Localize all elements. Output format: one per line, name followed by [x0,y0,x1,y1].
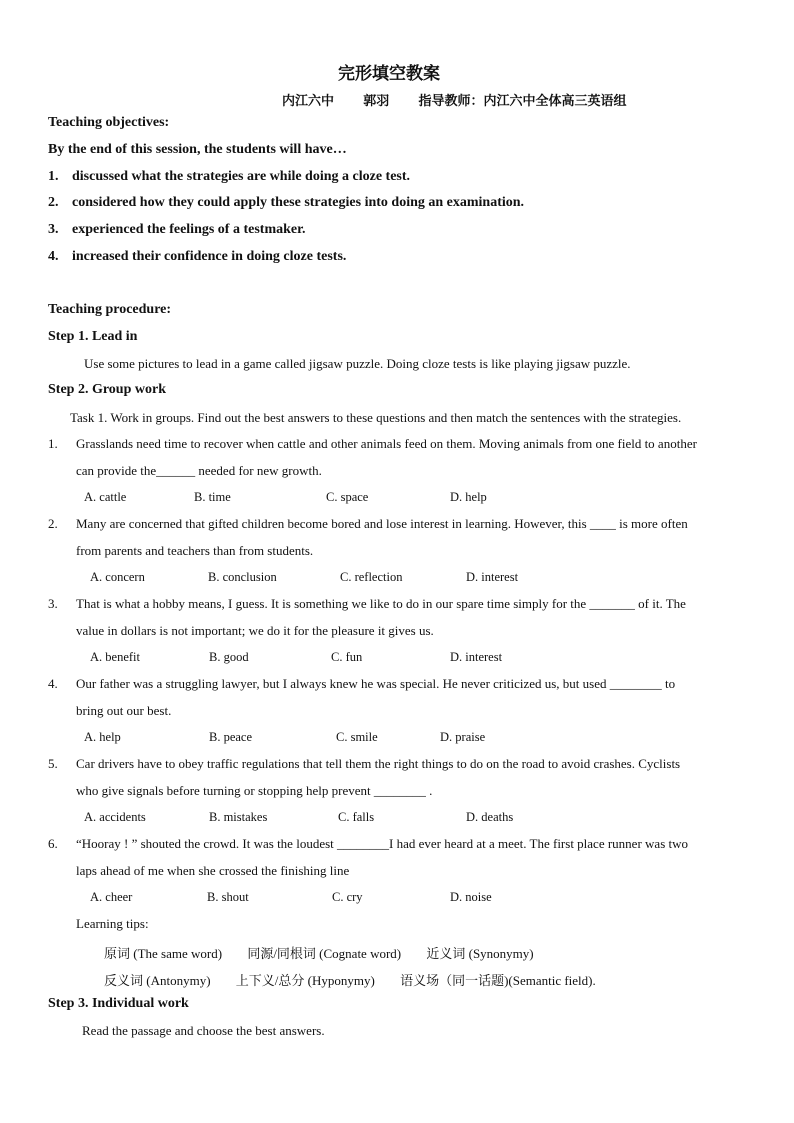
answer-option: B. shout [207,890,249,904]
answer-option: B. time [194,490,231,504]
question-text: Our father was a struggling lawyer, but I always knew he was special. He never criticized us, but used ________ to [76,676,676,691]
objective-number: 3. [48,222,59,237]
answer-option: C. falls [338,810,375,824]
question-text: can provide the______ needed for new growth. [76,463,322,478]
step3-text: Read the passage and choose the best answers. [82,1023,325,1038]
question-text: from parents and teachers than from students. [76,543,314,558]
question-text: “Hooray ! ” shouted the crowd. It was the loudest ________I had ever heard at a meet. The first place runner was two [76,836,688,851]
school-name: 内江六中 [282,93,335,108]
answer-option: B. peace [209,730,253,744]
question-text: That is what a hobby means, I guess. It is something we like to do in our spare time simply for the _______ of it. The [76,596,686,611]
objective-number: 2. [48,195,59,210]
question-text: who give signals before turning or stopping help prevent ________ . [76,783,433,798]
step1-text: Use some pictures to lead in a game called jigsaw puzzle. Doing cloze tests is like playing jigsaw puzzle. [84,356,631,371]
tip-item: 语义场（同一话题)(Semantic field). [400,973,596,988]
answer-option: D. praise [440,730,486,744]
answer-option: C. space [326,490,369,504]
learning-tips-row [104,970,618,989]
question-number: 2. [48,516,58,531]
learning-tips-row [104,943,556,962]
objective-item: increased their confidence in doing cloze tests. [72,249,347,264]
answer-option: D. help [450,490,487,504]
question-text: Many are concerned that gifted children become bored and lose interest in learning. However, this ____ is more often [76,516,688,531]
question-number: 3. [48,596,58,611]
answer-option: C. smile [336,730,378,744]
objectives-intro: By the end of this session, the students will have… [48,142,347,157]
task-instruction: Task 1. Work in groups. Find out the best answers to these questions and then match the sentences with the strategies. [70,410,682,425]
question-number: 6. [48,836,58,851]
answer-option: A. cattle [84,490,127,504]
document-title: 完形填空教案 [338,64,440,83]
procedure-heading: Teaching procedure: [48,302,172,317]
step2-heading: Step 2. Group work [48,382,166,397]
answer-option: A. benefit [90,650,140,664]
answer-option: B. good [209,650,249,664]
answer-option: A. accidents [84,810,146,824]
answer-option: B. mistakes [209,810,268,824]
author-name: 郭羽 [363,93,390,108]
step3-heading: Step 3. Individual work [48,996,189,1011]
objective-item: discussed what the strategies are while doing a cloze test. [72,169,411,184]
answer-option: C. cry [332,890,363,904]
question-number: 5. [48,756,58,771]
answer-option: B. conclusion [208,570,277,584]
answer-option: D. interest [450,650,503,664]
answer-option: D. deaths [466,810,514,824]
tip-item: 近义词 (Synonymy) [426,946,534,961]
answer-option: A. concern [90,570,145,584]
objective-item: experienced the feelings of a testmaker. [72,222,306,237]
tip-item: 反义词 (Antonymy) [104,973,211,988]
question-text: Car drivers have to obey traffic regulations that tell them the right things to do on the road to avoid crashes. Cyclists [76,756,681,771]
tip-item: 上下义/总分 (Hyponymy) [235,973,375,988]
question-text: value in dollars is not important; we do it for the pleasure it gives us. [76,623,434,638]
question-number: 4. [48,676,58,691]
answer-option: C. fun [331,650,363,664]
objective-number: 1. [48,169,59,184]
objective-item: considered how they could apply these strategies into doing an examination. [72,195,525,210]
question-number: 1. [48,436,58,451]
objectives-heading: Teaching objectives: [48,115,170,130]
objective-number: 4. [48,249,59,264]
author-line [282,90,627,109]
learning-tips-label: Learning tips: [76,916,149,931]
answer-option: D. noise [450,890,492,904]
tip-item: 原词 (The same word) [104,946,223,961]
answer-option: D. interest [466,570,519,584]
answer-option: A. cheer [90,890,133,904]
step1-heading: Step 1. Lead in [48,329,138,344]
instructor: 指导教师：内江六中全体高三英语组 [418,93,627,108]
question-text: bring out our best. [76,703,172,718]
answer-option: A. help [84,730,121,744]
answer-option: C. reflection [340,570,403,584]
tip-item: 同源/同根词 (Cognate word) [247,946,402,961]
question-text: laps ahead of me when she crossed the finishing line [76,863,350,878]
question-text: Grasslands need time to recover when cattle and other animals feed on them. Moving animals from one field to another [76,436,697,451]
